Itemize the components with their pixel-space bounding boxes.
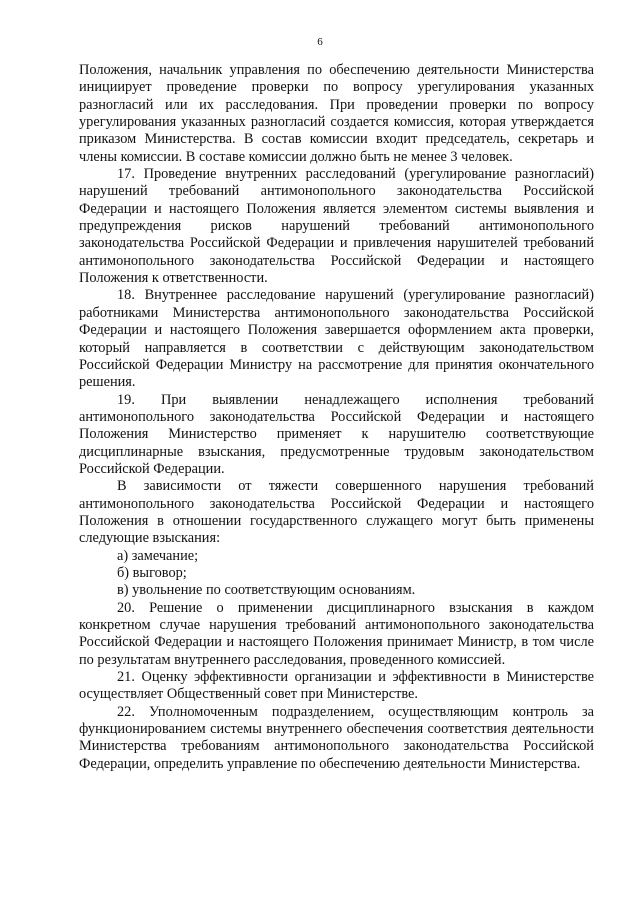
paragraph-20: 20. Решение о применении дисциплинарного взыскания в каждом конкретном случае нарушения требований антимонопольного законодательства Российской Федерации и настоящего Положения принимает Министр, в том числе по результатам внутреннего расследования, проведенного комиссией. (79, 599, 594, 668)
paragraph-19: 19. При выявлении ненадлежащего исполнения требований антимонопольного законодательства Российской Федерации и настоящего Положения Министерство применяет к нарушителю соответствующие дисциплинарные взыскания, предусмотренные трудовым законодательством Российской Федерации. (79, 391, 594, 477)
paragraph-22: 22. Уполномоченным подразделением, осуществляющим контроль за функционированием системы внутреннего обеспечения соответствия деятельности Министерства требованиям антимонопольного законодательства Российской Федерации, определить управление по обеспечению деятельности Министерства. (79, 703, 594, 772)
paragraph-21: 21. Оценку эффективности организации и эффективности в Министерстве осуществляет Общественный совет при Министерстве. (79, 669, 594, 703)
list-item-b: б) выговор; (117, 564, 187, 581)
paragraph-continuation: Положения, начальник управления по обеспечению деятельности Министерства инициирует проведение проверки по вопросу урегулирования указанных разногласий или их расследования. При проведении проверки по вопросу урегулирования указанных разногласий создается комиссия, которая утверждается приказом Министерства. В состав комиссии входит председатель, секретарь и члены комиссии. В составе комиссии должно быть не менее 3 человек. (79, 62, 594, 165)
document-body (79, 62, 594, 773)
paragraph-penalties-intro: В зависимости от тяжести совершенного нарушения требований антимонопольного законодательства Российской Федерации и настоящего Положения в отношении государственного служащего могут быть применены следующие взыскания: (79, 478, 594, 547)
paragraph-17: 17. Проведение внутренних расследований (урегулирование разногласий) нарушений требований антимонопольного законодательства Российской Федерации и настоящего Положения является элементом системы выявления и предупреждения рисков нарушений требований антимонопольного законодательства Российской Федерации и привлечения нарушителей требований антимонопольного законодательства Российской Федерации и настоящего Положения к ответственности. (79, 166, 594, 287)
paragraph-18: 18. Внутреннее расследование нарушений (урегулирование разногласий) работниками Министерства антимонопольного законодательства Российской Федерации и настоящего Положения завершается оформлением акта проверки, который направляется в соответствии с действующим законодательством Российской Федерации Министру на рассмотрение для принятия окончательного решения. (79, 287, 594, 391)
list-item-a: а) замечание; (117, 547, 199, 564)
list-item-c: в) увольнение по соответствующим основаниям. (117, 582, 416, 599)
page-number: 6 (317, 36, 323, 48)
